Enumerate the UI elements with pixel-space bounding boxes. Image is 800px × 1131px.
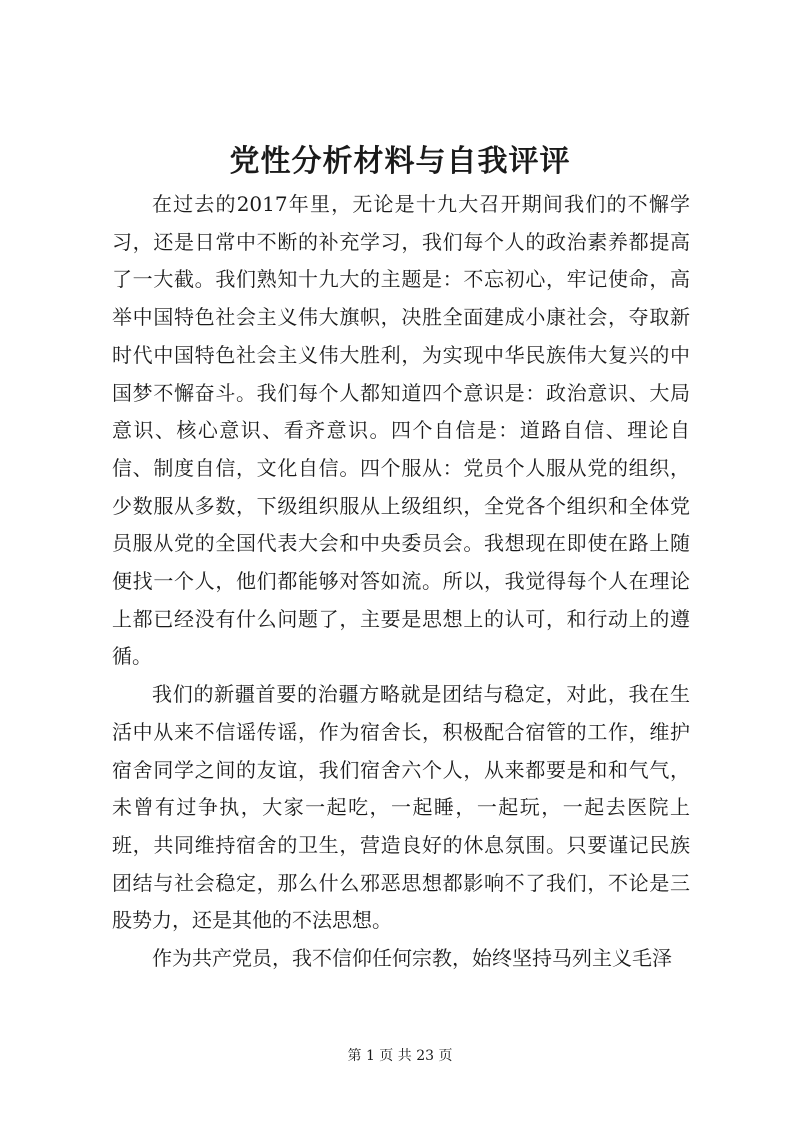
paragraph: 我们的新疆首要的治疆方略就是团结与稳定，对此，我在生活中从来不信谣传谣，作为宿舍长，积极配合宿管的工作，维护宿舍同学之间的友谊，我们宿舍六个人，从来都要是和和气气，未曾有过争执，大家一起吃，一起睡，一起玩，一起去医院上班，共同维持宿舍的卫生，营造良好的休息氛围。只要谨记民族团结与社会稳定，那么什么邪恶思想都影响不了我们，不论是三股势力，还是其他的不法思想。 <box>112 682 690 933</box>
page-footer: 第 1 页 共 23 页 <box>347 1048 453 1064</box>
paragraph: 作为共产党员，我不信仰任何宗教，始终坚持马列主义毛泽 <box>152 946 672 971</box>
document-body <box>112 186 690 978</box>
document-title: 党性分析材料与自我评评 <box>229 144 571 179</box>
paragraph: 在过去的2017年里，无论是十九大召开期间我们的不懈学习，还是日常中不断的补充学习，我们每个人的政治素养都提高了一大截。我们熟知十九大的主题是：不忘初心，牢记使命，高举中国特色社会主义伟大旗帜，决胜全面建成小康社会，夺取新时代中国特色社会主义伟大胜利，为实现中华民族伟大复兴的中国梦不懈奋斗。我们每个人都知道四个意识是：政治意识、大局意识、核心意识、看齐意识。四个自信是：道路自信、理论自信、制度自信，文化自信。四个服从：党员个人服从党的组织，少数服从多数，下级组织服从上级组织，全党各个组织和全体党员服从党的全国代表大会和中央委员会。我想现在即使在路上随便找一个人，他们都能够对答如流。所以，我觉得每个人在理论上都已经没有什么问题了，主要是思想上的认可，和行动上的遵循。 <box>112 192 690 669</box>
